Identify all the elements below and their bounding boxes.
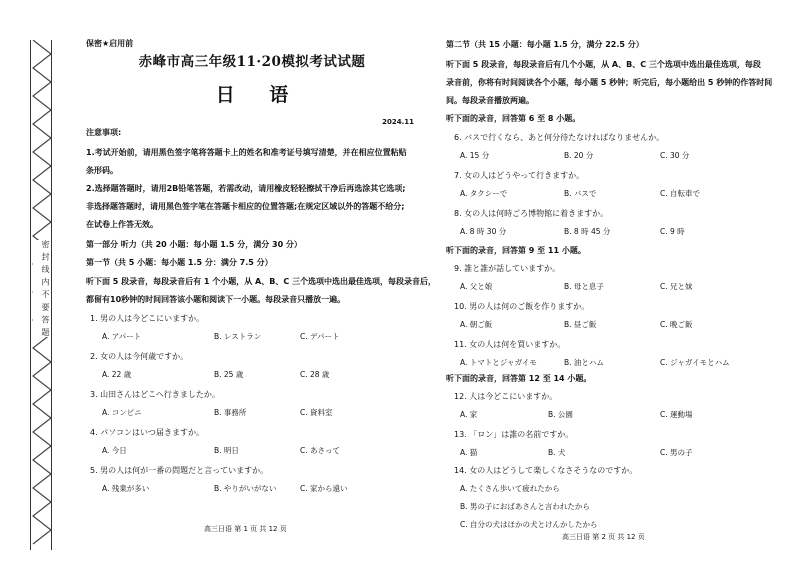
right-page: [446, 0, 782, 562]
question-text: 12. 人は今どこにいますか。: [454, 392, 558, 401]
answer-option[interactable]: A. 朝ご飯: [460, 320, 493, 329]
group-intro: 听下面的录音，回答第 12 至 14 小题。: [446, 374, 592, 383]
answer-option[interactable]: C. 晩ご飯: [660, 320, 693, 329]
page-footer: 高三日语 第 1 页 共 12 页: [204, 525, 287, 533]
section1-instructions: 都留有10秒钟的时间回答该小题和阅读下一小题。每段录音只播放一遍。: [86, 295, 346, 304]
answer-option[interactable]: C. 男の子: [660, 448, 693, 457]
question-text: 4. パソコンはいつ届きますか。: [90, 428, 205, 437]
section2-instructions: 间。每段录音播放两遍。: [446, 96, 534, 105]
answer-option[interactable]: C. 家から遠い: [300, 484, 348, 493]
section2-instructions: 录音前，你将有时间阅读各个小题，每小题 5 秒钟；听完后，每小题给出 5 秒钟的作答时间: [446, 78, 773, 87]
question-text: 9. 誰と誰が話していますか。: [454, 264, 561, 273]
answer-option[interactable]: C. 28 歳: [300, 370, 330, 379]
question-text: 7. 女の人はどうやって行きますか。: [454, 171, 585, 180]
question-text: 3. 山田さんはどこへ行きましたか。: [90, 390, 220, 399]
question-text: 5. 男の人は何が一番の問題だと言っていますか。: [90, 466, 269, 475]
answer-option[interactable]: A. アパート: [102, 332, 142, 341]
answer-option[interactable]: C. 資料室: [300, 408, 333, 417]
answer-option[interactable]: B. レストラン: [214, 332, 262, 341]
section2-heading: 第二节（共 15 小题：每小题 1.5 分，满分 22.5 分）: [446, 40, 644, 49]
answer-option[interactable]: B. 昼ご飯: [564, 320, 597, 329]
exam-date: 2024.11: [382, 118, 414, 126]
answer-option[interactable]: C. 自転車で: [660, 189, 701, 198]
question-text: 13. 「ロン」は誰の名前ですか。: [454, 430, 574, 439]
answer-option[interactable]: C. 9 時: [660, 227, 685, 236]
left-page: [86, 0, 436, 562]
answer-option[interactable]: A. 今日: [102, 446, 127, 455]
question-text: 1. 男の人は今どこにいますか。: [90, 314, 205, 323]
question-text: 11. 女の人は何を買いますか。: [454, 340, 566, 349]
answer-option[interactable]: B. 男の子におばあさんと言われたから: [460, 502, 590, 511]
answer-option[interactable]: A. 父と娘: [460, 282, 493, 291]
answer-option[interactable]: B. 油とハム: [564, 358, 604, 367]
question-text: 6. バスで行くなら、あと何分待たなければなりませんか。: [454, 133, 665, 142]
note-line: 1.考试开始前，请用黑色签字笔将答题卡上的姓名和准考证号填写清楚，并在相应位置粘贴: [86, 148, 407, 157]
answer-option[interactable]: C. デパート: [300, 332, 340, 341]
group-intro: 听下面的录音，回答第 9 至 11 小题。: [446, 246, 586, 255]
answer-option[interactable]: A. たくさん歩いて疲れたから: [460, 484, 560, 493]
answer-option[interactable]: A. 8 時 30 分: [460, 227, 507, 236]
subject-title: 日 语: [215, 84, 303, 106]
answer-option[interactable]: A. 家: [460, 410, 478, 419]
answer-option[interactable]: B. バスで: [564, 189, 597, 198]
binding-margin: [30, 40, 52, 550]
group-intro: 听下面的录音，回答第 6 至 8 小题。: [446, 114, 581, 123]
section1-heading: 第一节（共 5 小题：每小题 1.5 分：满分 7.5 分）: [86, 258, 273, 267]
exam-title: 赤峰市高三年级11·20模拟考试试题: [138, 54, 366, 70]
question-text: 14. 女の人はどうして楽しくなさそうなのですか。: [454, 466, 638, 475]
answer-option[interactable]: B. 8 時 45 分: [564, 227, 611, 236]
notes-heading: 注意事项:: [86, 128, 122, 137]
note-line: 在试卷上作答无效。: [86, 220, 158, 229]
answer-option[interactable]: A. 残業が多い: [102, 484, 150, 493]
question-text: 8. 女の人は何時ごろ博物館に着きますか。: [454, 209, 609, 218]
answer-option[interactable]: C. あさって: [300, 446, 341, 455]
answer-option[interactable]: A. 猫: [460, 448, 478, 457]
note-line: 非选择题答题时，请用黑色签字笔在答题卡相应的位置答题;在规定区域以外的答题不给分;: [86, 202, 405, 211]
answer-option[interactable]: C. 運動場: [660, 410, 693, 419]
binding-warning: 密 封 线 内 不 要 答 题: [33, 240, 51, 337]
answer-option[interactable]: B. 20 分: [564, 151, 594, 160]
answer-option[interactable]: A. コンビニ: [102, 408, 142, 417]
answer-option[interactable]: B. 母と息子: [564, 282, 604, 291]
section2-instructions: 听下面 5 段录音，每段录音后有几个小题，从 A、B、C 三个选项中选出最佳选项，每段: [446, 60, 761, 69]
answer-option[interactable]: B. 25 歳: [214, 370, 244, 379]
answer-option[interactable]: B. 犬: [548, 448, 566, 457]
confidential-mark: 保密★启用前: [86, 39, 134, 48]
page-footer: 高三日语 第 2 页 共 12 页: [562, 533, 645, 541]
section1-instructions: 听下面 5 段录音，每段录音后有 1 个小题，从 A、B、C 三个选项中选出最佳选项，每段录音后，: [86, 277, 436, 286]
answer-option[interactable]: A. トマトとジャガイモ: [460, 358, 537, 367]
answer-option[interactable]: B. やりがいがない: [214, 484, 277, 493]
answer-option[interactable]: C. ジャガイモとハム: [660, 358, 730, 367]
answer-option[interactable]: B. 事務所: [214, 408, 247, 417]
answer-option[interactable]: B. 明日: [214, 446, 239, 455]
answer-option[interactable]: B. 公園: [548, 410, 573, 419]
answer-option[interactable]: C. 兄と妹: [660, 282, 693, 291]
note-line: 条形码。: [86, 166, 118, 175]
part1-heading: 第一部分 听力（共 20 小题：每小题 1.5 分，满分 30 分）: [86, 240, 302, 249]
answer-option[interactable]: A. 22 歳: [102, 370, 132, 379]
note-line: 2.选择题答题时，请用2B铅笔答题，若需改动，请用橡皮轻轻擦拭干净后再选涂其它选项;: [86, 184, 406, 193]
answer-option[interactable]: A. タクシーで: [460, 189, 508, 198]
answer-option[interactable]: C. 自分の犬はほかの犬とけんかしたから: [460, 520, 598, 529]
question-text: 2. 女の人は今何歳ですか。: [90, 352, 189, 361]
answer-option[interactable]: A. 15 分: [460, 151, 490, 160]
question-text: 10. 男の人は何のご飯を作りますか。: [454, 302, 590, 311]
answer-option[interactable]: C. 30 分: [660, 151, 690, 160]
